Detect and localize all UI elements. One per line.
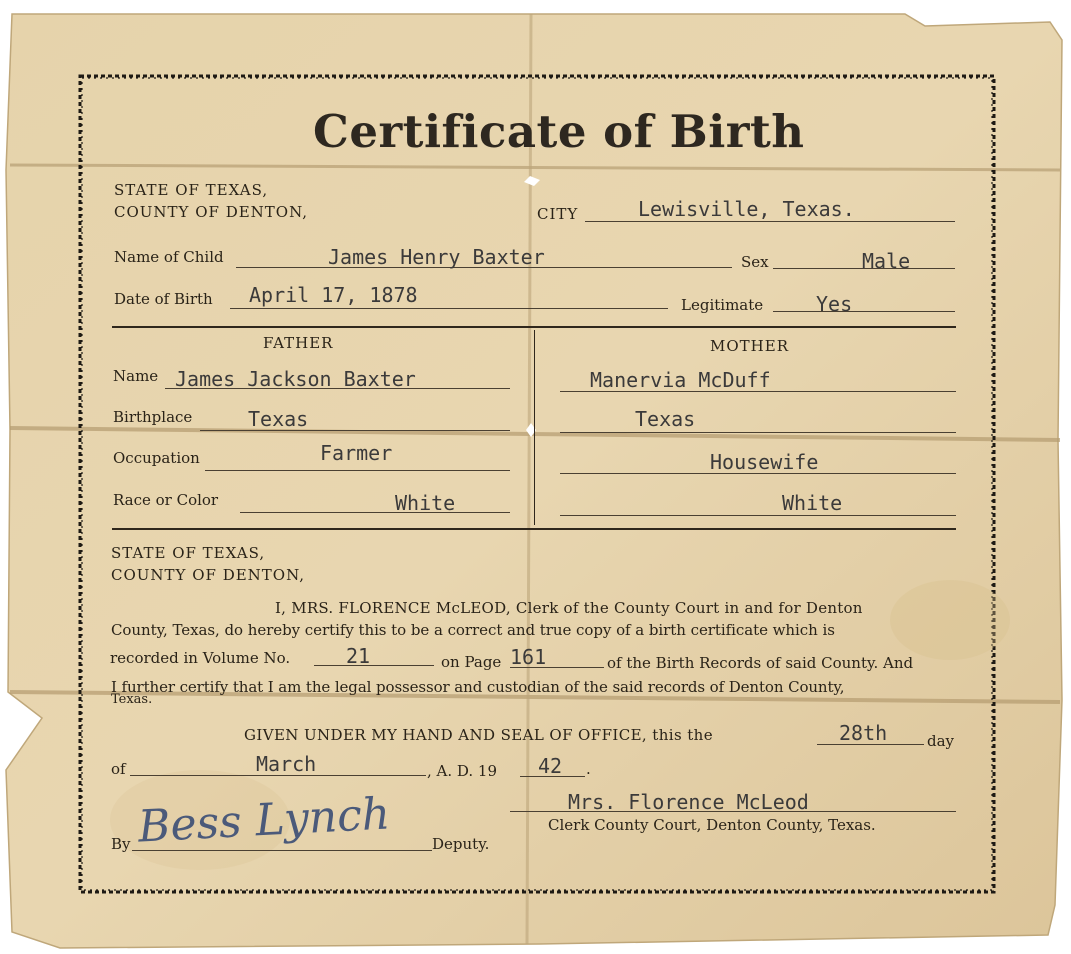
deputy-signature: Bess Lynch bbox=[136, 788, 392, 853]
father-occupation-value: Farmer bbox=[320, 441, 393, 465]
father-birthplace-value: Texas bbox=[248, 407, 309, 431]
given-year-value: 42 bbox=[538, 754, 563, 778]
father-heading: FATHER bbox=[263, 334, 334, 352]
certificate-title: Certificate of Birth bbox=[313, 105, 805, 158]
given-period: . bbox=[586, 760, 591, 778]
dob-label: Date of Birth bbox=[114, 290, 213, 308]
father-name-value: James Jackson Baxter bbox=[175, 367, 416, 391]
deputy-label: Deputy. bbox=[432, 835, 490, 853]
sex-value: Male bbox=[862, 249, 911, 273]
header-state: STATE OF TEXAS, bbox=[114, 181, 269, 199]
header-county: COUNTY OF DENTON, bbox=[114, 203, 309, 221]
clerk-title: Clerk County Court, Denton County, Texas. bbox=[548, 816, 876, 834]
father-birthplace-label: Birthplace bbox=[113, 408, 193, 426]
given-month-value: March bbox=[256, 752, 317, 776]
given-ad-label: , A. D. 19 bbox=[427, 762, 498, 780]
cert-line-5: Texas. bbox=[111, 692, 153, 707]
dob-value: April 17, 1878 bbox=[249, 283, 418, 307]
given-text: GIVEN UNDER MY HAND AND SEAL OF OFFICE, this the bbox=[244, 726, 713, 744]
mother-occupation-value: Housewife bbox=[710, 450, 819, 474]
mother-race-value: White bbox=[782, 491, 843, 515]
cert-line-1: I, MRS. FLORENCE McLEOD, Clerk of the County Court in and for Denton bbox=[275, 599, 863, 617]
child-name-value: James Henry Baxter bbox=[328, 245, 545, 269]
sex-label: Sex bbox=[741, 253, 769, 271]
legitimate-label: Legitimate bbox=[681, 296, 764, 314]
cert-line-2: County, Texas, do hereby certify this to be a correct and true copy of a birth certificate which is bbox=[111, 621, 835, 639]
mother-name-value: Manervia McDuff bbox=[590, 368, 771, 392]
clerk-name: Mrs. Florence McLeod bbox=[568, 790, 809, 814]
by-label: By bbox=[111, 835, 131, 853]
cert-line-4: I further certify that I am the legal possessor and custodian of the said records of Denton County, bbox=[111, 678, 845, 696]
mother-birthplace-value: Texas bbox=[635, 407, 696, 431]
father-name-label: Name bbox=[113, 367, 159, 385]
volume-value: 21 bbox=[346, 644, 371, 668]
father-race-label: Race or Color bbox=[113, 491, 219, 509]
father-occupation-label: Occupation bbox=[113, 449, 200, 467]
recorded-suffix: of the Birth Records of said County. And bbox=[607, 654, 914, 672]
cert-state: STATE OF TEXAS, bbox=[111, 544, 266, 562]
given-day-value: 28th bbox=[839, 721, 888, 745]
child-name-label: Name of Child bbox=[114, 248, 224, 266]
legitimate-value: Yes bbox=[816, 292, 853, 316]
father-race-value: White bbox=[395, 491, 456, 515]
given-of-label: of bbox=[111, 760, 126, 778]
given-day-label: day bbox=[927, 732, 955, 750]
city-value: Lewisville, Texas. bbox=[638, 197, 855, 221]
page-label: on Page bbox=[441, 653, 502, 671]
city-label: CITY bbox=[537, 205, 579, 223]
cert-county: COUNTY OF DENTON, bbox=[111, 566, 306, 584]
recorded-prefix: recorded in Volume No. bbox=[110, 649, 291, 667]
mother-heading: MOTHER bbox=[710, 337, 789, 355]
page-value: 161 bbox=[510, 645, 547, 669]
